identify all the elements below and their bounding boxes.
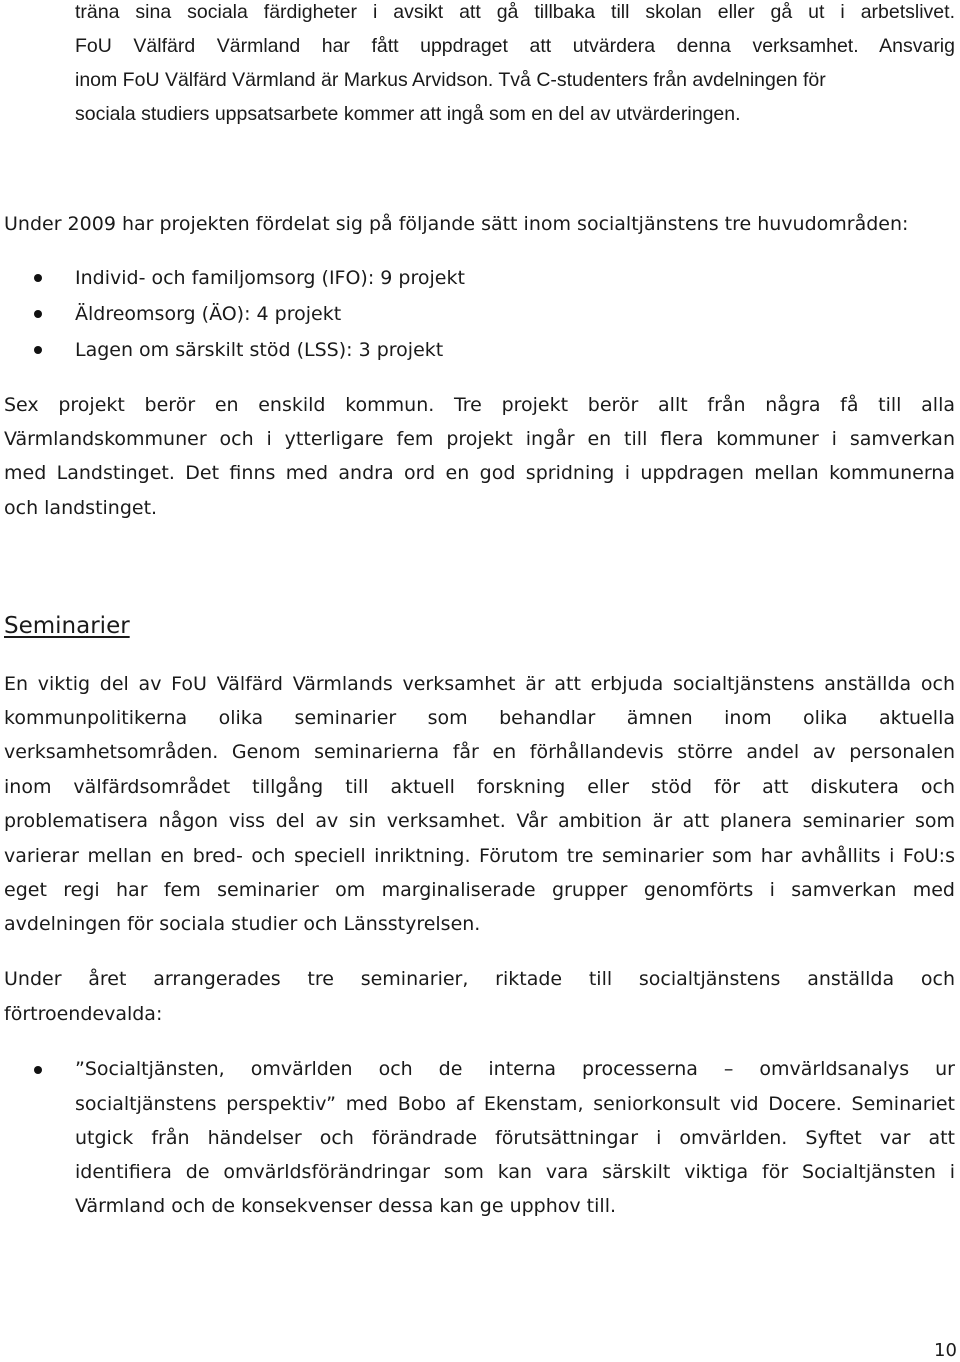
- year-line: Under året arrangerades tre seminarier, riktade till socialtjänstens anställda och: [4, 968, 955, 990]
- intro-line: träna sina sociala färdigheter i avsikt att gå tillbaka till skolan eller gå ut i arbetslivet.: [75, 1, 955, 23]
- seminar-item-line: Värmland och de konsekvenser dessa kan ge upphov till.: [75, 1195, 617, 1217]
- bullet-icon: [34, 274, 42, 282]
- seminar-line: avdelningen för sociala studier och Länsstyrelsen.: [4, 913, 481, 935]
- distribution-item: Individ- och familjomsorg (IFO): 9 projekt: [75, 267, 465, 289]
- seminar-line: kommunpolitikerna olika seminarier som behandlar ämnen inom olika aktuella: [4, 707, 955, 729]
- seminar-item-line: identifiera de omvärldsförändringar som kan vara särskilt viktiga för Socialtjänsten i: [75, 1161, 955, 1183]
- intro-line: inom FoU Välfärd Värmland är Markus Arvidson. Två C-studenters från avdelningen för: [75, 69, 826, 91]
- seminar-item-line: socialtjänstens perspektiv” med Bobo af Ekenstam, seniorkonsult vid Docere. Seminariet: [75, 1093, 955, 1115]
- seminar-line: verksamhetsområden. Genom seminarierna får en förhållandevis större andel av personalen: [4, 741, 955, 763]
- distribution-intro: Under 2009 har projekten fördelat sig på följande sätt inom socialtjänstens tre huvudområden:: [4, 213, 909, 235]
- seminar-item-line: utgick från händelser och förändrade förutsättningar i omvärlden. Syftet var att: [75, 1127, 955, 1149]
- year-line: förtroendevalda:: [4, 1003, 163, 1025]
- section-heading: Seminarier: [4, 613, 130, 639]
- seminar-line: En viktig del av FoU Välfärd Värmlands verksamhet är att erbjuda socialtjänstens anställda och: [4, 673, 955, 695]
- intro-line: FoU Välfärd Värmland har fått uppdraget att utvärdera denna verksamhet. Ansvarig: [75, 35, 955, 57]
- seminar-line: problematisera någon viss del av sin verksamhet. Vår ambition är att planera seminarier som: [4, 810, 955, 832]
- seminar-line: eget regi har fem seminarier om marginaliserade grupper genomförts i samverkan med: [4, 879, 955, 901]
- spread-line: med Landstinget. Det finns med andra ord en god spridning i uppdragen mellan kommunerna: [4, 462, 955, 484]
- spread-line: och landstinget.: [4, 497, 158, 519]
- seminar-line: inom välfärdsområdet tillgång till aktuell forskning eller stöd för att diskutera och: [4, 776, 955, 798]
- distribution-item: Äldreomsorg (ÄO): 4 projekt: [75, 303, 342, 325]
- intro-line: sociala studiers uppsatsarbete kommer att ingå som en del av utvärderingen.: [75, 103, 741, 125]
- spread-line: Sex projekt berör en enskild kommun. Tre projekt berör allt från några få till alla: [4, 394, 955, 416]
- distribution-item: Lagen om särskilt stöd (LSS): 3 projekt: [75, 339, 444, 361]
- page-number: 10: [934, 1340, 957, 1361]
- seminar-item-line: ”Socialtjänsten, omvärlden och de interna processerna – omvärldsanalys ur: [75, 1058, 955, 1080]
- bullet-icon: [34, 310, 42, 318]
- spread-line: Värmlandskommuner och i ytterligare fem projekt ingår en till flera kommuner i samverkan: [4, 428, 955, 450]
- bullet-icon: [34, 346, 42, 354]
- bullet-icon: [34, 1066, 42, 1074]
- seminar-line: varierar mellan en bred- och speciell inriktning. Förutom tre seminarier som har avhållits i FoU:s: [4, 845, 955, 867]
